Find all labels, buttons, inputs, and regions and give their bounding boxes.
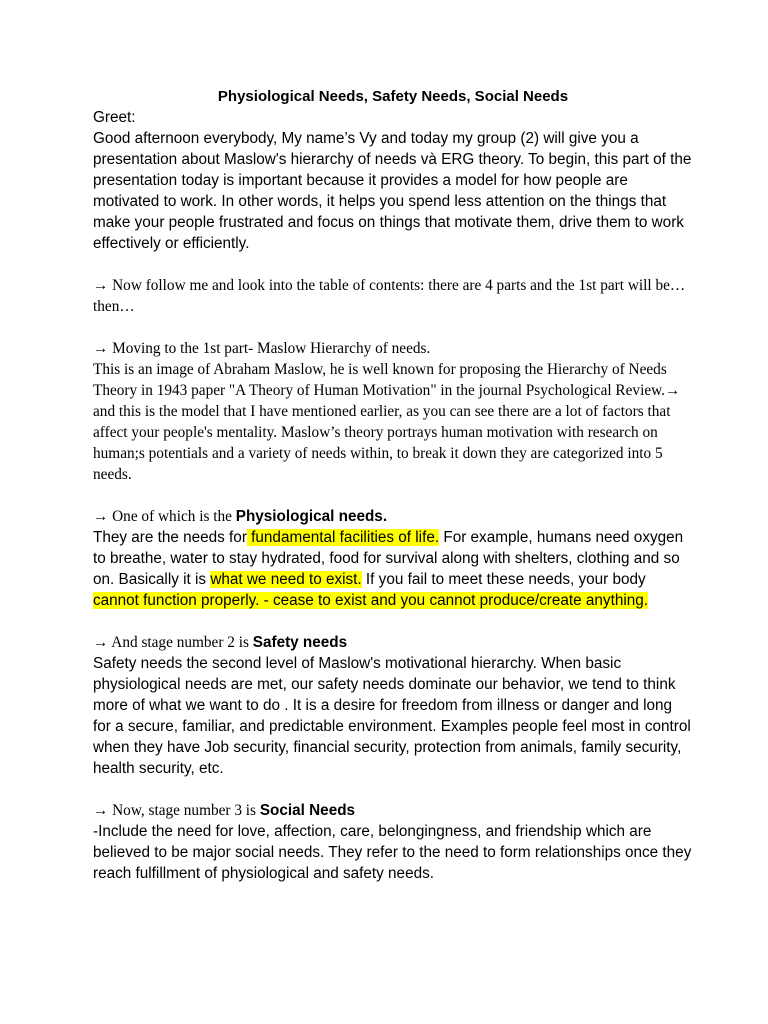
spacer: [93, 779, 693, 800]
intro-paragraph: Good afternoon everybody, My name’s Vy and today my group (2) will give you a presentation about Maslow's hierarchy of needs và ERG theory. To begin, this part of the presentation today is important because it provides a model for how people are motivated to work. In other words, it helps you spend less attention on the things that make your people frustrated and focus on things that motivate them, drive them to work effectively or efficiently.: [93, 130, 692, 252]
physiological-paragraph: [93, 527, 693, 611]
safety-lead: → And stage number 2 is: [93, 634, 253, 651]
spacer: [93, 317, 693, 338]
social-heading-line: [93, 800, 693, 821]
document-page: [93, 86, 693, 884]
toc-paragraph: → Now follow me and look into the table of contents: there are 4 parts and the 1st part will be…then…: [93, 277, 686, 315]
spacer: [93, 611, 693, 632]
physiological-text-2: For example, humans need oxygen to breathe, water to stay hydrated, food for survival along with shelters, clothing and so on. Basically it is: [93, 529, 684, 588]
social-paragraph: -Include the need for love, affection, care, belongingness, and friendship which are believed to be major social needs. They refer to the need to form relationships once they reach fulfillment of physiological and safety needs.: [93, 823, 692, 882]
safety-heading-line: [93, 632, 693, 653]
safety-paragraph: Safety needs the second level of Maslow's motivational hierarchy. When basic physiological needs are met, our safety needs dominate our behavior, we tend to think more of what we want to do . It is a desire for freedom from illness or danger and long for a secure, familiar, and predictable environment. Examples people feel most in control when they have Job security, financial security, protection from animals, family security, health security, etc.: [93, 655, 691, 777]
physiological-highlight-1: fundamental facilities of life.: [246, 529, 440, 546]
physiological-highlight-3: cannot function properly. - cease to exist and you cannot produce/create anything.: [93, 592, 648, 609]
greet-label: Greet:: [93, 109, 136, 126]
document-title: Physiological Needs, Safety Needs, Social Needs: [217, 88, 569, 105]
safety-heading: Safety needs: [252, 634, 348, 651]
physiological-heading-line: [93, 506, 693, 527]
spacer: [93, 485, 693, 506]
social-lead: → Now, stage number 3 is: [93, 802, 260, 819]
spacer: [93, 254, 693, 275]
maslow-paragraph: This is an image of Abraham Maslow, he is well known for proposing the Hierarchy of Needs Theory in 1943 paper "A Theory of Human Motivation" in the journal Psychological Review.→ and this is the model that I have mentioned earlier, as you can see there are a lot of factors that affect your people's mentality. Maslow’s theory portrays human motivation with research on human;s potentials and a variety of needs within, to break it down they are categorized into 5 needs.: [93, 361, 681, 483]
physiological-text-1: They are the needs for: [93, 529, 247, 546]
social-heading: Social Needs: [259, 802, 356, 819]
physiological-lead: → One of which is the: [93, 508, 236, 525]
physiological-text-3: If you fail to meet these needs, your body: [361, 571, 646, 588]
maslow-heading: → Moving to the 1st part- Maslow Hierarchy of needs.: [93, 340, 431, 357]
physiological-heading: Physiological needs.: [235, 508, 388, 525]
physiological-highlight-2: what we need to exist.: [210, 571, 362, 588]
